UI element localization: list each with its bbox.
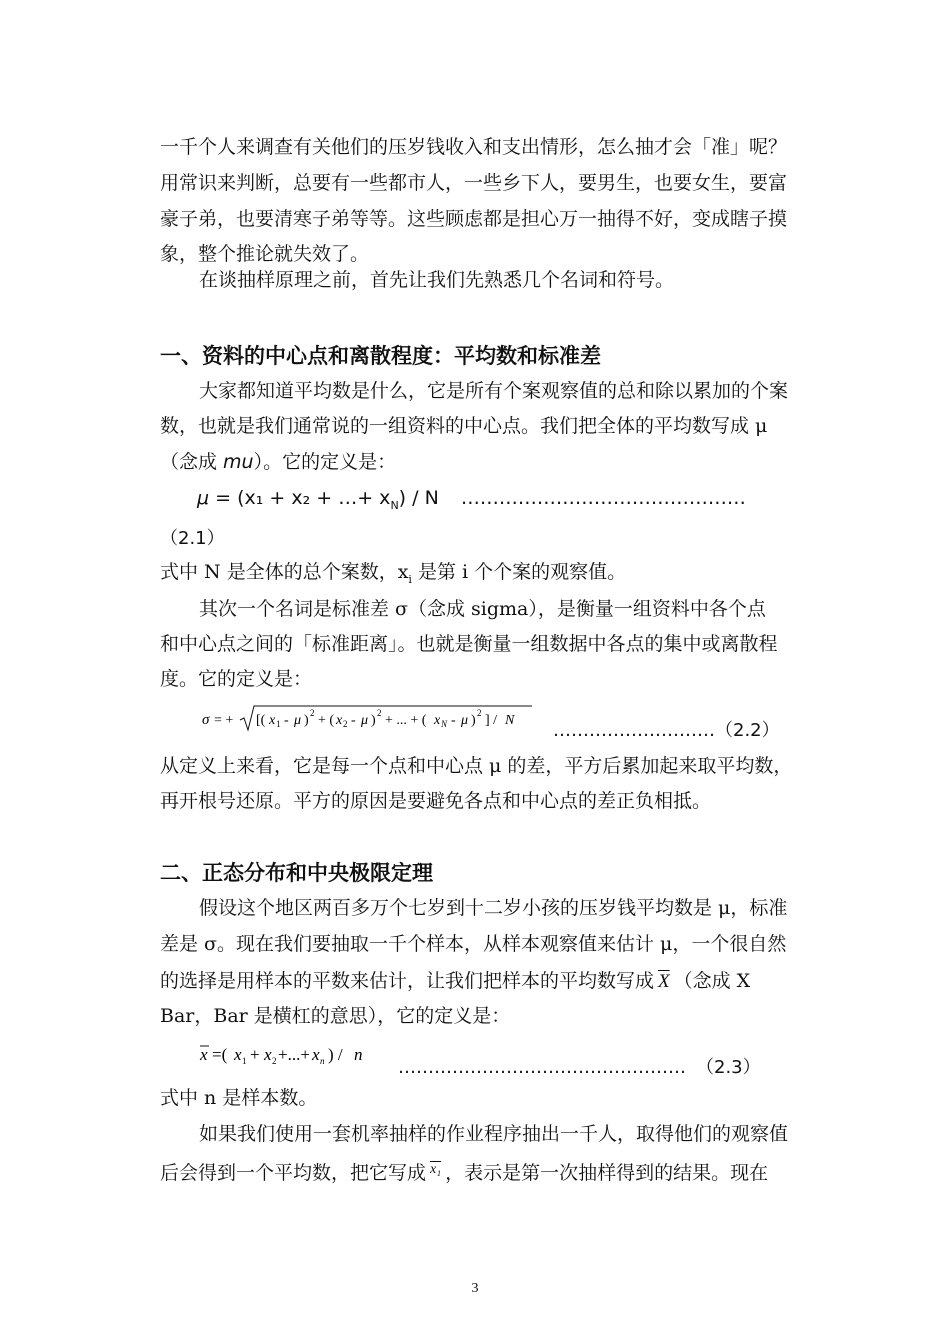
- equation-body: = (x₁ + x₂ + …+ x: [209, 487, 391, 509]
- svg-text:σ: σ: [202, 712, 210, 728]
- svg-text:x: x: [200, 1045, 208, 1064]
- mean-formula: [198, 1040, 388, 1070]
- text-span: 是第 i 个个案的观察值。: [411, 561, 627, 583]
- body-line: 在谈抽样原理之前，首先让我们先熟悉几个名词和符号。: [199, 269, 675, 291]
- body-line: 其次一个名词是标准差 σ（念成 sigma），是衡量一组资料中各个点: [199, 598, 766, 620]
- leader-dots: …………………………………………: [398, 1057, 686, 1078]
- section-heading: 二、正态分布和中央极限定理: [160, 861, 433, 885]
- svg-text:): ): [371, 713, 376, 728]
- stddev-formula: [200, 702, 540, 734]
- svg-text:x: x: [269, 713, 276, 728]
- body-line: [160, 968, 750, 995]
- body-line: 用常识来判断，总要有一些都市人，一些乡下人，要男生，也要女生，要富: [160, 172, 788, 194]
- svg-text:1: 1: [276, 719, 281, 729]
- body-line: 如果我们使用一套机率抽样的作业程序抽出一千人，取得他们的观察值: [199, 1123, 789, 1145]
- svg-text:μ: μ: [361, 713, 369, 728]
- svg-text:+ (: + (: [318, 713, 335, 728]
- svg-text:x: x: [336, 713, 343, 728]
- svg-text:2: 2: [377, 708, 382, 718]
- equation-number: （2.1）: [160, 528, 225, 549]
- equation-number-text: （2.2）: [715, 720, 780, 741]
- subscript: i: [408, 572, 412, 586]
- body-line: 象，整个推论就失效了。: [160, 243, 370, 265]
- svg-text:n: n: [354, 1045, 363, 1064]
- svg-text:[(: [(: [256, 713, 266, 728]
- body-line: 和中心点之间的「标准距离」。也就是衡量一组数据中各点的集中或离散程: [160, 633, 778, 655]
- svg-text:): ): [304, 713, 309, 728]
- svg-text:-: -: [351, 713, 356, 728]
- equation-tail: ) / N: [398, 487, 439, 509]
- svg-text:2: 2: [310, 708, 315, 718]
- svg-text:μ: μ: [294, 713, 302, 728]
- text-span: （念成: [160, 451, 224, 473]
- svg-text:+: +: [250, 1045, 260, 1064]
- svg-text:x: x: [264, 1045, 272, 1064]
- svg-text:+ ... + (: + ... + (: [385, 713, 427, 728]
- svg-text:μ: μ: [461, 713, 469, 728]
- svg-text:): ): [471, 713, 476, 728]
- subscript: N: [390, 498, 399, 512]
- mu-word: mu: [223, 451, 254, 473]
- svg-text:-: -: [451, 713, 456, 728]
- page-number: 3: [471, 1281, 479, 1296]
- svg-text:1: 1: [242, 1056, 247, 1066]
- svg-text:=(: =(: [212, 1045, 228, 1064]
- svg-text:x: x: [234, 1045, 242, 1064]
- x1-bar-symbol: x₁: [430, 1162, 442, 1177]
- x-bar-symbol: $\overline{X}$: [658, 971, 670, 992]
- leader-dots: ………………………………………: [460, 487, 746, 509]
- body-line: 数，也就是我们通常说的一组资料的中心点。我们把全体的平均数写成 μ: [160, 415, 768, 437]
- svg-text:N: N: [441, 719, 448, 729]
- body-line: 假设这个地区两百多万个七岁到十二岁小孩的压岁钱平均数是 μ，标准: [199, 897, 788, 919]
- svg-text:] /: ] /: [485, 713, 498, 728]
- body-line: [160, 559, 626, 593]
- svg-text:2: 2: [477, 708, 482, 718]
- svg-text:x: x: [434, 713, 441, 728]
- text-span: 的选择是用样本的平数来估计，让我们把样本的平均数写成: [160, 970, 655, 992]
- svg-text:2: 2: [272, 1056, 277, 1066]
- equation-number-text: （2.3）: [696, 1057, 761, 1078]
- body-line: 一千个人来调查有关他们的压岁钱收入和支出情形，怎么抽才会「准」呢？: [160, 136, 788, 158]
- mu-symbol: μ: [197, 487, 210, 509]
- body-line: 豪子弟，也要清寒子弟等等。这些顾虑都是担心万一抽得不好，变成瞎子摸: [160, 208, 788, 230]
- equation-2-3: [198, 1040, 388, 1074]
- svg-text:x: x: [312, 1045, 320, 1064]
- equation-2-2: [200, 702, 540, 738]
- body-line: 从定义上来看，它是每一个点和中心点 μ 的差，平方后累加起来取平均数，: [160, 755, 793, 777]
- leader-dots: ………………………: [553, 720, 715, 741]
- equation-number: [398, 1053, 761, 1079]
- svg-text:N: N: [505, 713, 515, 728]
- text-span: ，表示是第一次抽样得到的结果。现在: [445, 1162, 769, 1184]
- svg-text:n: n: [320, 1056, 325, 1066]
- body-line: 再开根号还原。平方的原因是要避免各点和中心点的差正负相抵。: [160, 790, 712, 812]
- body-line: 大家都知道平均数是什么，它是所有个案观察值的总和除以累加的个案: [199, 380, 789, 402]
- text-span: 后会得到一个平均数，把它写成: [160, 1162, 427, 1184]
- svg-text:+...+: +...+: [278, 1045, 310, 1064]
- text-span: （念成 X: [673, 970, 751, 992]
- section-heading: 一、资料的中心点和离散程度：平均数和标准差: [160, 344, 601, 368]
- svg-text:) /: ) /: [328, 1045, 343, 1064]
- body-line: [160, 1160, 768, 1189]
- text-span: 式中 N 是全体的总个案数，x: [160, 561, 409, 583]
- body-line: Bar，Bar 是横杠的意思），它的定义是：: [160, 1005, 511, 1027]
- body-line: 差是 σ。现在我们要抽取一千个样本，从样本观察值来估计 μ，一个很自然: [160, 933, 787, 955]
- body-line: 式中 n 是样本数。: [160, 1087, 318, 1109]
- body-line: [160, 449, 396, 475]
- equation-2-1: [197, 487, 746, 512]
- svg-text:2: 2: [343, 719, 348, 729]
- equation-number: [553, 716, 780, 742]
- svg-text:-: -: [284, 713, 289, 728]
- body-line: 度。它的定义是：: [160, 668, 313, 690]
- text-span: ）。它的定义是：: [253, 451, 397, 473]
- svg-text:= +: = +: [214, 713, 234, 728]
